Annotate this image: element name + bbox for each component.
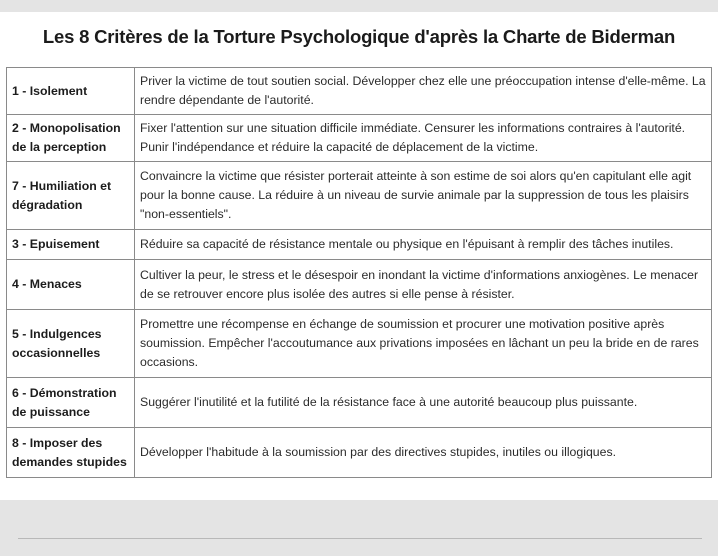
criterion-name: 5 - Indulgences occasionnelles — [7, 310, 135, 378]
criteria-table — [6, 67, 712, 478]
criterion-description: Fixer l'attention sur une situation difficile immédiate. Censurer les informations contraires à l'autorité. Punir l'indépendance et réduire la capacité de déplacement de la victime. — [135, 115, 712, 162]
criterion-name: 6 - Démonstration de puissance — [7, 378, 135, 428]
table-row — [7, 310, 712, 378]
document-title: Les 8 Critères de la Torture Psychologique d'après la Charte de Biderman — [42, 26, 676, 47]
criterion-description: Cultiver la peur, le stress et le désespoir en inondant la victime d'informations anxiogènes. Le menacer de se retrouver encore plus isolée des autres si elle pense à résister. — [135, 260, 712, 310]
criterion-name: 3 - Epuisement — [7, 230, 135, 260]
criterion-name: 1 - Isolement — [7, 68, 135, 115]
criterion-description: Développer l'habitude à la soumission par des directives stupides, inutiles ou illogiques. — [135, 428, 712, 478]
document-sheet — [0, 12, 718, 500]
criterion-description: Promettre une récompense en échange de soumission et procurer une motivation positive après soumission. Empêcher l'accoutumance aux privations imposées en lâchant un peu la bride en de rares occasions. — [135, 310, 712, 378]
table-row — [7, 428, 712, 478]
table-row — [7, 378, 712, 428]
criterion-description: Convaincre la victime que résister porterait atteinte à son estime de soi alors qu'en capitulant elle agit pour la bonne cause. La réduire à un niveau de survie animale par la suppression de tous les plaisirs "non-essentiels". — [135, 162, 712, 230]
table-row — [7, 260, 712, 310]
table-row — [7, 230, 712, 260]
criterion-description: Priver la victime de tout soutien social. Développer chez elle une préoccupation intense d'elle-même. La rendre dépendante de l'autorité. — [135, 68, 712, 115]
bottom-divider — [18, 538, 702, 539]
criterion-description: Réduire sa capacité de résistance mentale ou physique en l'épuisant à remplir des tâches inutiles. — [135, 230, 712, 260]
criterion-name: 4 - Menaces — [7, 260, 135, 310]
criterion-name: 2 - Monopolisation de la perception — [7, 115, 135, 162]
table-row — [7, 162, 712, 230]
criterion-description: Suggérer l'inutilité et la futilité de la résistance face à une autorité beaucoup plus puissante. — [135, 378, 712, 428]
table-row — [7, 68, 712, 115]
criterion-name: 7 - Humiliation et dégradation — [7, 162, 135, 230]
table-row — [7, 115, 712, 162]
criterion-name: 8 - Imposer des demandes stupides — [7, 428, 135, 478]
